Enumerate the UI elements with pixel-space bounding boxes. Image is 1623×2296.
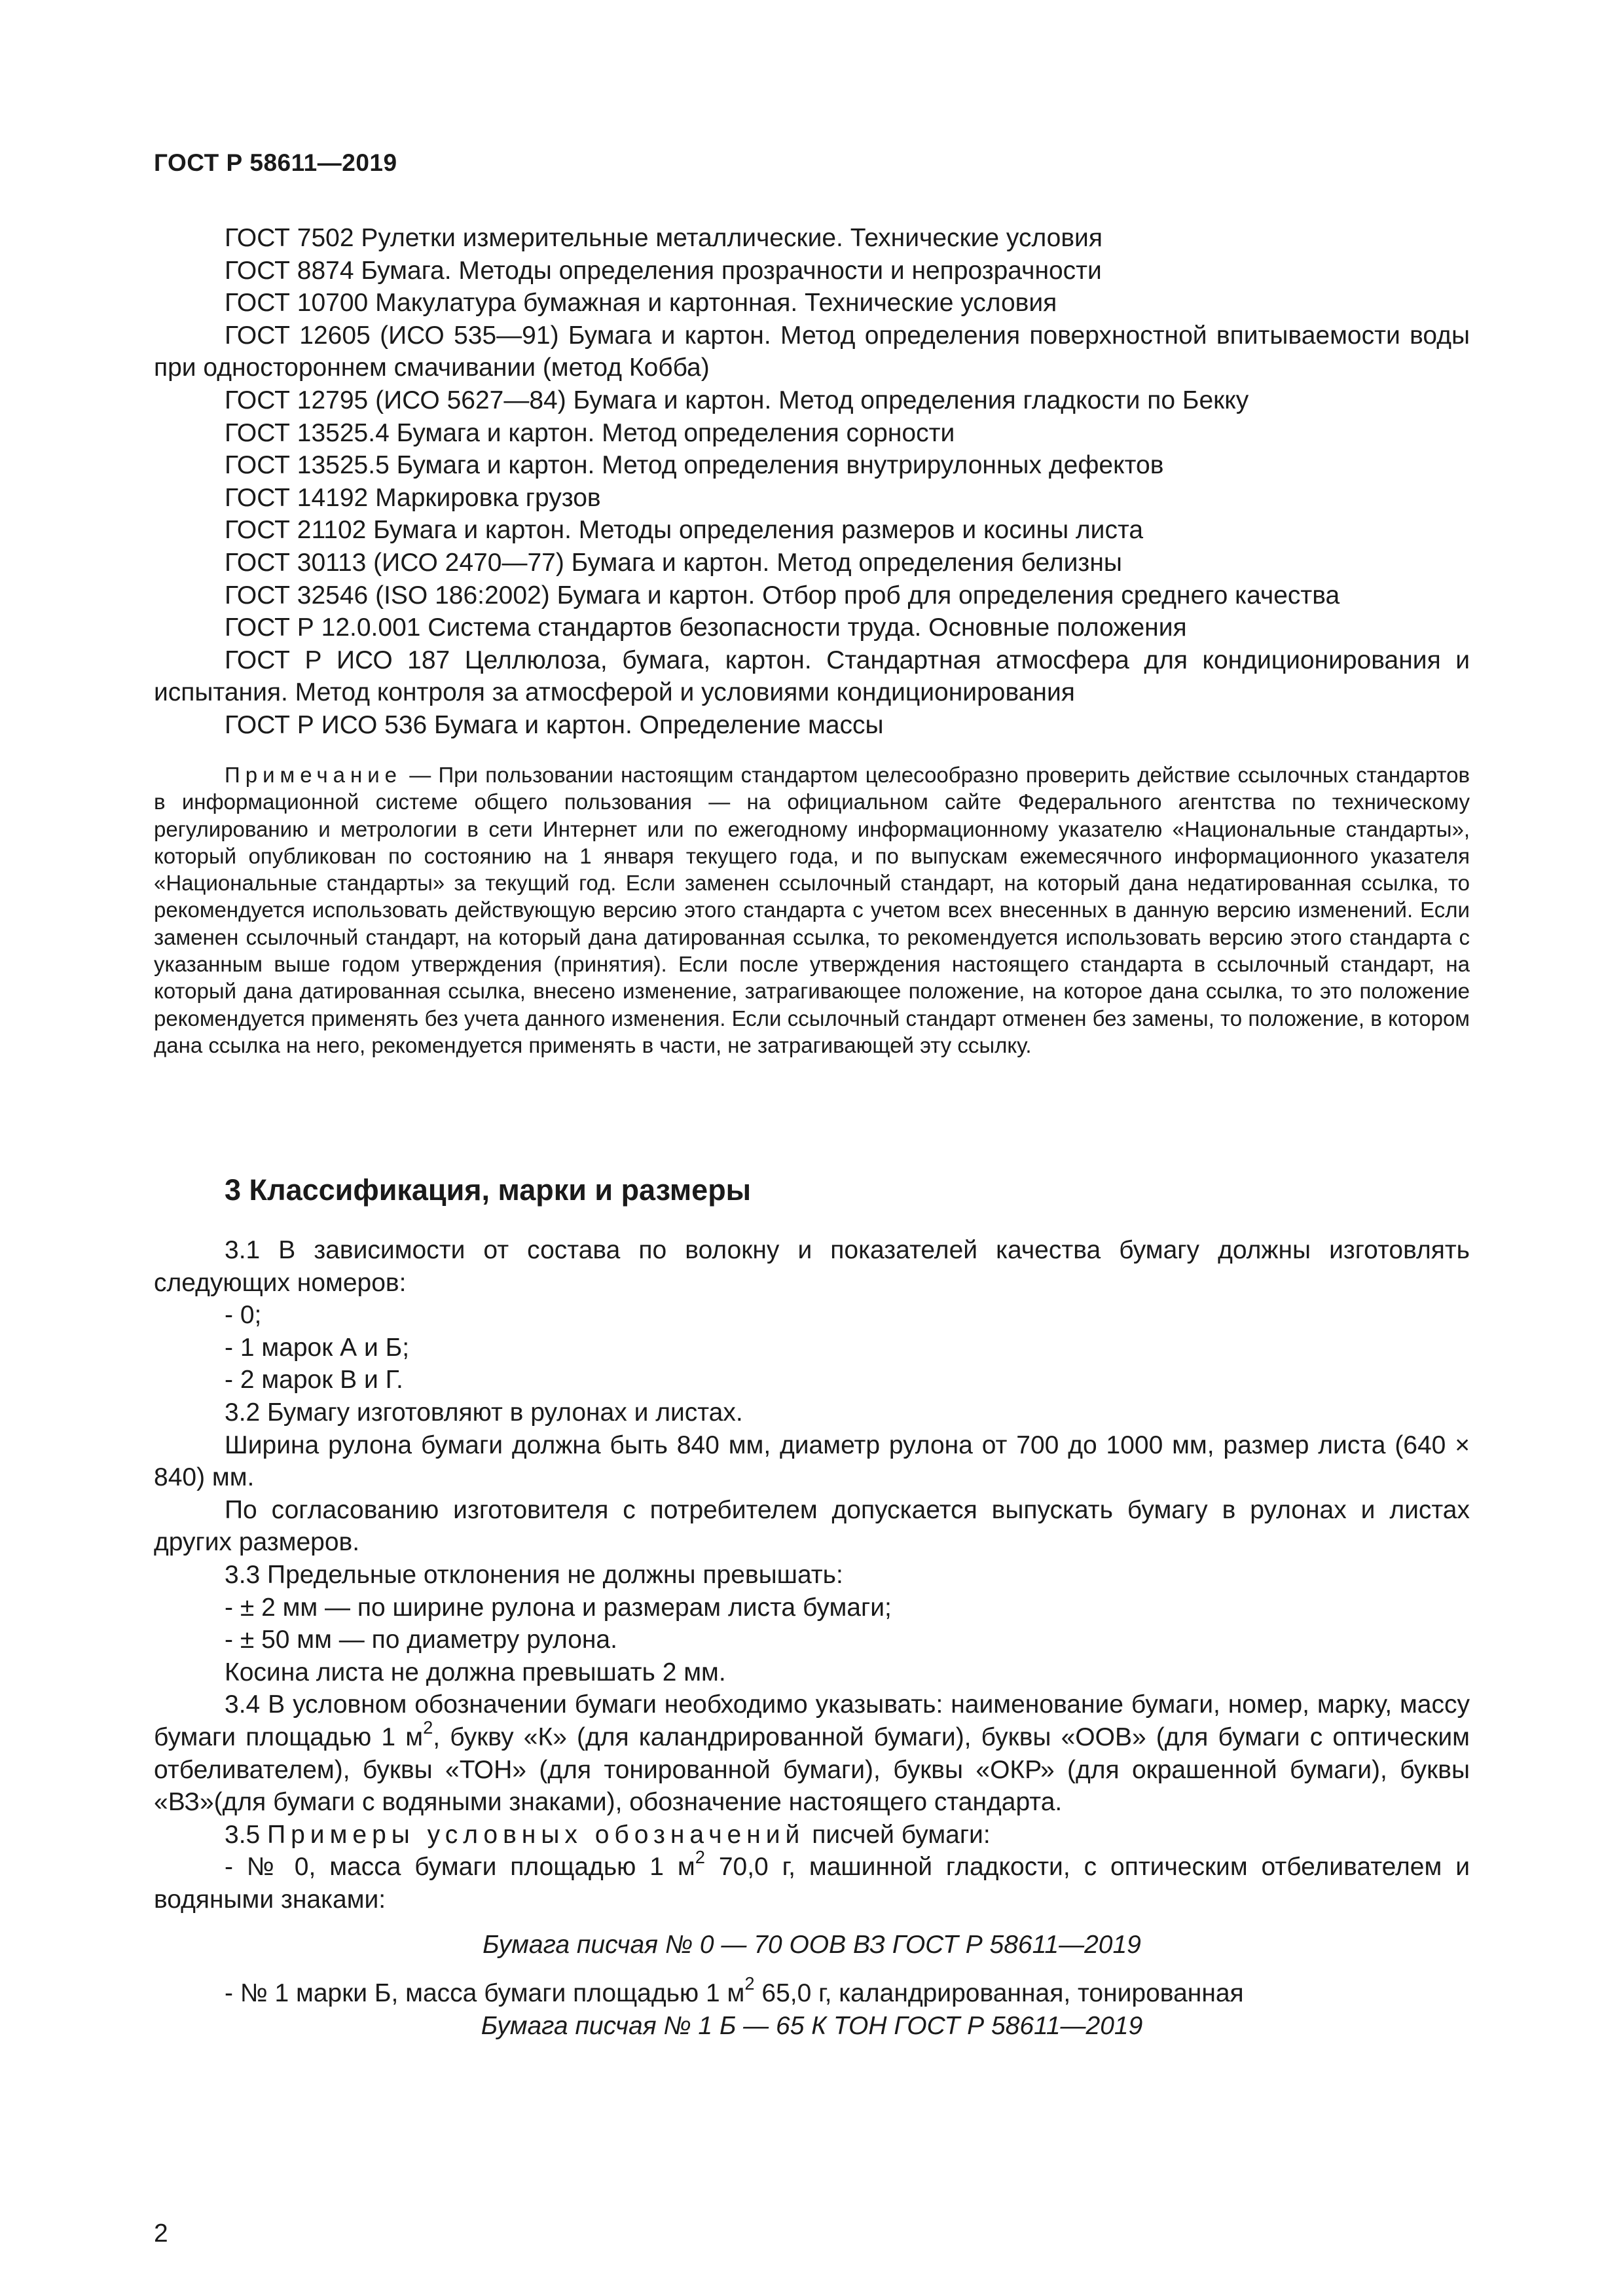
list-item: - 1 марок А и Б; (225, 1333, 410, 1362)
list-item: - ± 2 мм — по ширине рулона и размерам листа бумаги; (225, 1593, 892, 1622)
reference-item: ГОСТ Р ИСО 187 Целлюлоза, бумага, картон. Стандартная атмосфера для кондиционирования и испытания. Метод контроля за атмосферой и условиями кондиционирования (154, 646, 1470, 707)
paragraph-3-2: 3.2 Бумагу изготовляют в рулонах и листах. (225, 1398, 743, 1427)
reference-item: ГОСТ 7502 Рулетки измерительные металлические. Технические условия (225, 224, 1103, 252)
references-list (154, 222, 1470, 742)
reference-item: ГОСТ 13525.4 Бумага и картон. Метод определения сорности (225, 418, 955, 447)
reference-item: ГОСТ 13525.5 Бумага и картон. Метод определения внутрирулонных дефектов (225, 451, 1164, 480)
reference-item: ГОСТ 30113 (ИСО 2470—77) Бумага и картон. Метод определения белизны (225, 548, 1122, 577)
reference-item: ГОСТ 12795 (ИСО 5627—84) Бумага и картон. Метод определения гладкости по Бекку (225, 386, 1249, 414)
section-body (154, 1234, 1470, 2042)
reference-item: ГОСТ Р ИСО 536 Бумага и картон. Определение массы (225, 710, 884, 739)
example-item-1: - № 0, масса бумаги площадью 1 $м^2$ 70,0 г, машинной гладкости, с оптическим отбеливателем и водяными знаками: (154, 1847, 1470, 1914)
paragraph-3-2-width: Ширина рулона бумаги должна быть 840 мм, диаметр рулона от 700 до 1000 мм, размер листа (640 × 840) мм. (154, 1430, 1470, 1492)
paragraph-3-1: 3.1 В зависимости от состава по волокну и показателей качества бумагу должны изготовлять следующих номеров: (154, 1236, 1470, 1297)
list-item: - ± 50 мм — по диаметру рулона. (225, 1626, 617, 1654)
paragraph-3-4: 3.4 В условном обозначении бумаги необходимо указывать: наименование бумаги, номер, марку, массу бумаги площадью 1 $м^2$, букву «К» (для каландрированной бумаги), буквы «ООВ» (для бумаги с оптическим отбеливателем), буквы «ТОН» (для тонированной бумаги), буквы «ОКР» (для окрашенной бумаги), буквы «ВЗ»(для бумаги с водяными знаками), обозначение настоящего стандарта. (154, 1690, 1470, 1817)
section-title: 3 Классификация, марки и размеры (225, 1173, 752, 1207)
list-item: - 0; (225, 1301, 262, 1330)
note-text: — При пользовании настоящим стандартом целесообразно проверить действие ссылочных стандартов в информационной системе общего пользования — на официальном сайте Федерального агентства по техническому регулированию и метрологии в сети Интернет или по ежегодному информационному указателю «Национальные стандарты», который опубликован по состоянию на 1 января текущего года, и по выпускам ежемесячного информационного указателя «Национальные стандарты» за текущий год. Если заменен ссылочный стандарт, на который дана недатированная ссылка, то рекомендуется использовать действующую версию этого стандарта с учетом всех внесенных в данную версию изменений. Если заменен ссылочный стандарт, на который дана датированная ссылка, то рекомендуется использовать версию этого стандарта с указанным выше годом утверждения (принятия). Если после утверждения настоящего стандарта в ссылочный стандарт, на который дана датированная ссылка, внесено изменение, затрагивающее положение, на которое дана ссылка, то это положение рекомендуется применять без учета данного изменения. Если ссылочный стандарт отменен без замены, то положение, в котором дана ссылка на него, рекомендуется применять в части, не затрагивающей эту ссылку. (154, 763, 1470, 1057)
list-item: - 2 марок В и Г. (225, 1366, 403, 1394)
reference-item: ГОСТ 32546 (ISO 186:2002) Бумага и картон. Отбор проб для определения среднего качества (225, 581, 1340, 610)
reference-item: ГОСТ 8874 Бумага. Методы определения прозрачности и непрозрачности (225, 256, 1102, 285)
note-block (154, 761, 1470, 1059)
reference-item: ГОСТ 21102 Бумага и картон. Методы определения размеров и косины листа (225, 516, 1144, 545)
reference-item: ГОСТ 12605 (ИСО 535—91) Бумага и картон. Метод определения поверхностной впитываемости воды при одностороннем смачивании (метод Кобба) (154, 321, 1470, 382)
paragraph-3-3: 3.3 Предельные отклонения не должны превышать: (225, 1560, 843, 1589)
page-number: 2 (154, 2219, 168, 2248)
example-designation-1: Бумага писчая № 0 — 70 ООВ ВЗ ГОСТ Р 58611—2019 (483, 1931, 1141, 1959)
paragraph-3-5: 3.5 Примеры условных обозначений писчей бумаги: (225, 1820, 991, 1849)
paragraph-3-3-skew: Косина листа не должна превышать 2 мм. (225, 1658, 726, 1686)
note-label: Примечание (225, 763, 403, 787)
document-code-header: ГОСТ Р 58611—2019 (154, 149, 397, 176)
reference-item: ГОСТ Р 12.0.001 Система стандартов безопасности труда. Основные положения (225, 613, 1187, 642)
example-designation-2: Бумага писчая № 1 Б — 65 К ТОН ГОСТ Р 58611—2019 (481, 2011, 1143, 2040)
example-item-2: - № 1 марки Б, масса бумаги площадью 1 $м^2$ 65,0 г, каландрированная, тонированная (225, 1973, 1244, 2008)
paragraph-3-2-agreement: По согласованию изготовителя с потребителем допускается выпускать бумагу в рулонах и листах других размеров. (154, 1495, 1470, 1557)
reference-item: ГОСТ 14192 Маркировка грузов (225, 483, 601, 512)
reference-item: ГОСТ 10700 Макулатура бумажная и картонная. Технические условия (225, 289, 1057, 318)
